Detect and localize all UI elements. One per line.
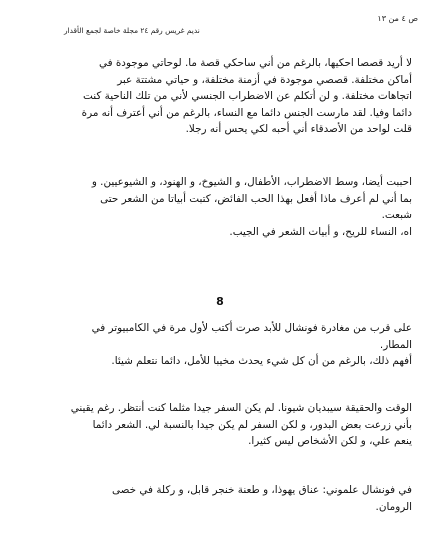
paragraph-line: أفهم ذلك، بالرغم من أن كل شيء يحدث مخيبا للأمل، دائما نتعلم شيئا. [111, 355, 412, 368]
paragraph-line: ينعم علي، و لكن الأشخاص ليس كثيرا. [248, 435, 412, 448]
paragraph-line: دائما وفيا. لقد مارست الجنس دائما مع النساء، بالرغم من أني أعترف أنه مرة [81, 106, 412, 119]
paragraph-line: بأني زرعت بعض البدور، و لكن السفر لم يكن جيدا بالنسبة لي. الشعر دائما [92, 418, 412, 431]
paragraph-4 [32, 400, 412, 450]
paragraph-line: بما أني لم أعرف ماذا أفعل بهذا الحب الفائض، كتبت أبياتا من الشعر حتى [100, 192, 412, 205]
paragraph-5 [32, 482, 412, 515]
paragraph-line: لا أريد قصصا احكيها، بالرغم من أني ساحكي قصة ما. لوحاتي موجودة في [98, 57, 412, 69]
section-number: 8 [216, 295, 224, 308]
page-number: ص ٤ من ١٣ [377, 14, 418, 23]
paragraph-line: الرومان. [375, 500, 412, 513]
paragraph-3 [32, 320, 412, 370]
paragraph-line: اتجاهات مختلفة. و لن أتكلم عن الاضطراب الجنسي لأني من تلك الناحية كنت [83, 90, 412, 103]
paragraph-line: اه، النساء للريح، و أبيات الشعر في الجيب. [229, 225, 412, 238]
paragraph-line: الوقت والحقيقة سيبديان شيونا. لم يكن السفر جيدا مثلما كنت أنتظر. رغم يقيني [70, 402, 412, 414]
paragraph-line: أماكن مختلفة. قصصي موجودة في أزمنة مختلفة، و حياتي مشتتة عبر [117, 73, 412, 86]
paragraph-line: شبعت. [381, 209, 412, 222]
paragraph-line: على قرب من مغادرة فونشال للأبد صرت أكتب لأول مرة في الكامبيوتر في [91, 322, 412, 334]
paragraph-1 [32, 55, 412, 138]
paragraph-line: احببت أيضا، وسط الاضطراب، الأطفال، و الشيوخ، و الهنود، و الشيوعيين. و [91, 176, 412, 188]
running-title: نديم غريس رقم ٢٤ مجلة خاصة لجمع الأقدار [64, 26, 200, 35]
paragraph-line: قلت لواحد من الأصدقاء أني أحبه لكي يحس أنه رجلا. [185, 123, 412, 136]
paragraph-2 [32, 174, 412, 240]
paragraph-line: المطار. [379, 338, 412, 351]
paragraph-line: في فونشال علموني: عناق يهوذا، و طعنة خنجر قابل، و ركلة في خصى [112, 484, 412, 496]
